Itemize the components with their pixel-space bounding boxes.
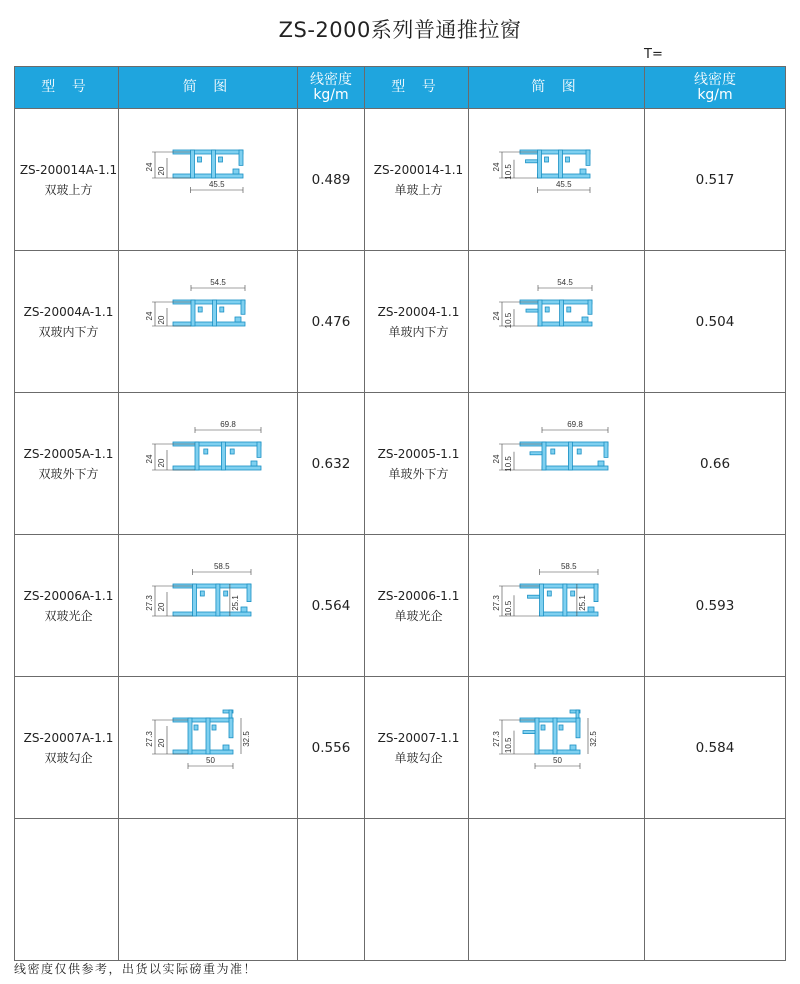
model-cell <box>15 393 119 535</box>
profile-section <box>545 307 549 312</box>
profile-section <box>173 322 191 326</box>
dimension-label: 10.5 <box>503 163 513 180</box>
dimension-label: 20 <box>157 166 166 175</box>
table-row <box>15 677 786 819</box>
profile-spec-table <box>14 66 786 961</box>
profile-diagram-cell <box>119 251 298 393</box>
header-diagram-left: 简 图 <box>119 67 298 109</box>
profile-diagram-cell <box>119 535 298 677</box>
profile-section <box>538 322 592 326</box>
profile-diagram-cell <box>119 677 298 819</box>
dimension-label: 20 <box>157 738 166 747</box>
header-model-right: 型 号 <box>365 67 469 109</box>
profile-section <box>538 300 542 326</box>
header-density-label: 线密度 <box>310 71 352 88</box>
empty-row <box>15 819 786 961</box>
profile-section <box>539 584 543 616</box>
dimension-label: 25.1 <box>577 594 587 611</box>
dimension-label: 20 <box>157 602 166 611</box>
dimension-label: 24 <box>491 311 501 320</box>
profile-section <box>247 584 251 602</box>
profile-section <box>194 725 198 730</box>
model-cell <box>15 251 119 393</box>
density-value: 0.593 <box>645 535 786 677</box>
profile-section <box>565 157 569 162</box>
profile-section <box>523 730 535 733</box>
profile-section <box>568 442 572 470</box>
profile-section <box>198 307 202 312</box>
model-cell <box>365 393 469 535</box>
density-value: 0.504 <box>645 251 786 393</box>
profile-section <box>580 169 586 174</box>
model-code: ZS-20004A-1.1 <box>23 304 114 319</box>
profile-section <box>191 174 244 178</box>
profile-section <box>191 300 195 326</box>
profile-section <box>537 174 590 178</box>
profile-section <box>229 710 232 718</box>
model-cell <box>365 535 469 677</box>
profile-section <box>604 442 608 457</box>
model-code: ZS-200014-1.1 <box>373 162 464 177</box>
model-cell <box>365 251 469 393</box>
dimension-label: 54.5 <box>210 277 226 287</box>
model-cell <box>365 677 469 819</box>
dimension-label: 10.5 <box>503 455 513 472</box>
dimension-label: 69.8 <box>220 419 236 429</box>
model-code: ZS-20005-1.1 <box>377 446 460 461</box>
model-name: 双玻外下方 <box>38 466 99 481</box>
profile-diagram <box>123 688 293 808</box>
profile-section <box>241 607 247 612</box>
profile-section <box>188 750 233 754</box>
header-density-label: 线密度 <box>694 71 736 88</box>
profile-diagram-cell <box>469 109 645 251</box>
profile-section <box>542 442 546 470</box>
empty-cell <box>15 819 119 961</box>
dimension-label: 27.3 <box>491 594 501 611</box>
profile-section <box>562 584 566 616</box>
profile-section <box>558 150 562 178</box>
dimension-label: 45.5 <box>555 179 572 189</box>
dimension-label: 24 <box>145 311 154 320</box>
table-row <box>15 535 786 677</box>
dimension-label: 27.3 <box>145 594 154 611</box>
profile-section <box>193 584 197 616</box>
profile-section <box>233 169 239 174</box>
density-value: 0.66 <box>645 393 786 535</box>
profile-section <box>241 300 245 314</box>
dimension-label: 50 <box>552 755 562 765</box>
profile-section <box>576 710 579 718</box>
profile-section <box>537 150 541 178</box>
profile-section <box>213 300 217 326</box>
profile-section <box>221 442 225 470</box>
density-value: 0.556 <box>298 677 365 819</box>
profile-section <box>553 718 557 754</box>
model-name: 单玻勾企 <box>394 750 443 765</box>
header-density-left <box>298 67 365 109</box>
profile-diagram-cell <box>469 535 645 677</box>
profile-section <box>570 591 574 596</box>
dimension-label: 69.8 <box>566 419 583 429</box>
model-cell <box>15 109 119 251</box>
header-density-unit: kg/m <box>313 86 349 103</box>
profile-section <box>191 150 195 178</box>
profile-section <box>223 745 229 750</box>
density-value: 0.517 <box>645 109 786 251</box>
profile-diagram <box>472 120 642 240</box>
dimension-label: 27.3 <box>145 730 154 747</box>
header-density-right <box>645 67 786 109</box>
density-value: 0.584 <box>645 677 786 819</box>
profile-section <box>570 745 576 750</box>
profile-section <box>594 584 598 602</box>
model-code: ZS-20007A-1.1 <box>23 730 114 745</box>
profile-section <box>559 300 563 326</box>
profile-section <box>577 449 581 454</box>
model-code: ZS-20007-1.1 <box>377 730 460 745</box>
profile-section <box>204 449 208 454</box>
empty-cell <box>645 819 786 961</box>
model-name: 双玻光企 <box>44 608 93 623</box>
empty-cell <box>298 819 365 961</box>
profile-section <box>535 718 539 754</box>
profile-section <box>212 150 216 178</box>
profile-section <box>598 461 604 466</box>
profile-section <box>239 150 243 165</box>
dimension-label: 10.5 <box>503 737 513 753</box>
profile-section <box>191 322 245 326</box>
density-value: 0.564 <box>298 535 365 677</box>
table-header-row <box>15 67 786 109</box>
model-code: ZS-200014A-1.1 <box>19 162 118 177</box>
profile-diagram <box>123 546 293 666</box>
table-row <box>15 109 786 251</box>
profile-section <box>188 718 192 754</box>
profile-section <box>535 750 580 754</box>
model-name: 单玻光企 <box>394 608 443 623</box>
profile-section <box>216 584 220 616</box>
profile-section <box>212 725 216 730</box>
table-row <box>15 393 786 535</box>
model-name: 单玻上方 <box>394 182 443 197</box>
dimension-label: 10.5 <box>503 600 513 616</box>
model-name: 双玻内下方 <box>38 324 99 339</box>
model-code: ZS-20004-1.1 <box>377 304 460 319</box>
profile-diagram <box>472 262 642 382</box>
profile-section <box>198 157 202 162</box>
density-value: 0.632 <box>298 393 365 535</box>
profile-section <box>220 307 224 312</box>
profile-section <box>173 174 191 178</box>
dimension-label: 24 <box>145 454 154 463</box>
dimension-label: 20 <box>157 315 166 324</box>
model-code: ZS-20006A-1.1 <box>23 588 114 603</box>
profile-section <box>582 317 588 322</box>
model-name: 双玻上方 <box>44 182 93 197</box>
model-name: 双玻勾企 <box>44 750 93 765</box>
profile-diagram <box>472 546 642 666</box>
profile-section <box>566 307 570 312</box>
dimension-label: 32.5 <box>242 730 251 747</box>
profile-section <box>530 451 542 454</box>
profile-diagram <box>472 688 642 808</box>
profile-diagram-cell <box>469 393 645 535</box>
profile-section <box>206 718 210 754</box>
model-name: 单玻外下方 <box>388 466 449 481</box>
profile-section <box>235 317 241 322</box>
profile-diagram <box>123 262 293 382</box>
profile-section <box>550 449 554 454</box>
profile-section <box>542 466 608 470</box>
profile-section <box>576 718 580 738</box>
profile-section <box>229 718 233 738</box>
dimension-label: 32.5 <box>588 730 598 747</box>
dimension-label: 50 <box>206 755 215 765</box>
profile-diagram <box>123 120 293 240</box>
profile-section <box>195 442 199 470</box>
profile-section <box>544 157 548 162</box>
dimension-label: 24 <box>491 454 501 463</box>
dimension-label: 25.1 <box>230 594 240 611</box>
profile-section <box>588 607 594 612</box>
density-value: 0.476 <box>298 251 365 393</box>
density-value: 0.489 <box>298 109 365 251</box>
header-model-left: 型 号 <box>15 67 119 109</box>
profile-section <box>251 461 257 466</box>
profile-diagram-cell <box>469 677 645 819</box>
profile-section <box>195 466 261 470</box>
profile-section <box>224 591 228 596</box>
profile-section <box>173 612 193 616</box>
dimension-label: 54.5 <box>556 277 573 287</box>
dimension-label: 58.5 <box>560 561 577 571</box>
profile-diagram <box>472 404 642 524</box>
profile-section <box>539 612 598 616</box>
footnote: 线密度仅供参考，出货以实际磅重为准！ <box>14 962 258 976</box>
profile-section <box>173 750 188 754</box>
profile-diagram-cell <box>119 109 298 251</box>
model-code: ZS-20005A-1.1 <box>23 446 114 461</box>
dimension-label: 24 <box>145 162 154 171</box>
header-density-unit: kg/m <box>697 86 733 103</box>
profile-section <box>586 150 590 165</box>
model-cell <box>15 677 119 819</box>
table-row <box>15 251 786 393</box>
profile-section <box>193 612 252 616</box>
empty-cell <box>469 819 645 961</box>
profile-section <box>527 595 539 598</box>
empty-cell <box>365 819 469 961</box>
profile-section <box>541 725 545 730</box>
model-code: ZS-20006-1.1 <box>377 588 460 603</box>
dimension-label: 24 <box>491 162 501 171</box>
profile-section <box>230 449 234 454</box>
profile-section <box>588 300 592 314</box>
dimension-label: 45.5 <box>208 179 225 189</box>
model-name: 单玻内下方 <box>388 324 449 339</box>
profile-section <box>219 157 223 162</box>
model-cell <box>365 109 469 251</box>
header-diagram-right: 简 图 <box>469 67 645 109</box>
profile-diagram <box>123 404 293 524</box>
profile-section <box>257 442 261 457</box>
profile-section <box>525 159 537 162</box>
dimension-label: 58.5 <box>213 561 230 571</box>
profile-diagram-cell <box>469 251 645 393</box>
profile-section <box>526 309 538 312</box>
dimension-label: 10.5 <box>503 312 513 328</box>
profile-section <box>559 725 563 730</box>
profile-diagram-cell <box>119 393 298 535</box>
profile-section <box>173 466 195 470</box>
model-cell <box>15 535 119 677</box>
t-label: T= <box>644 47 663 62</box>
dimension-label: 27.3 <box>491 730 501 747</box>
empty-cell <box>119 819 298 961</box>
profile-section <box>200 591 204 596</box>
page-title: ZS-2000系列普通推拉窗 <box>278 18 522 42</box>
dimension-label: 20 <box>157 458 166 467</box>
profile-section <box>547 591 551 596</box>
